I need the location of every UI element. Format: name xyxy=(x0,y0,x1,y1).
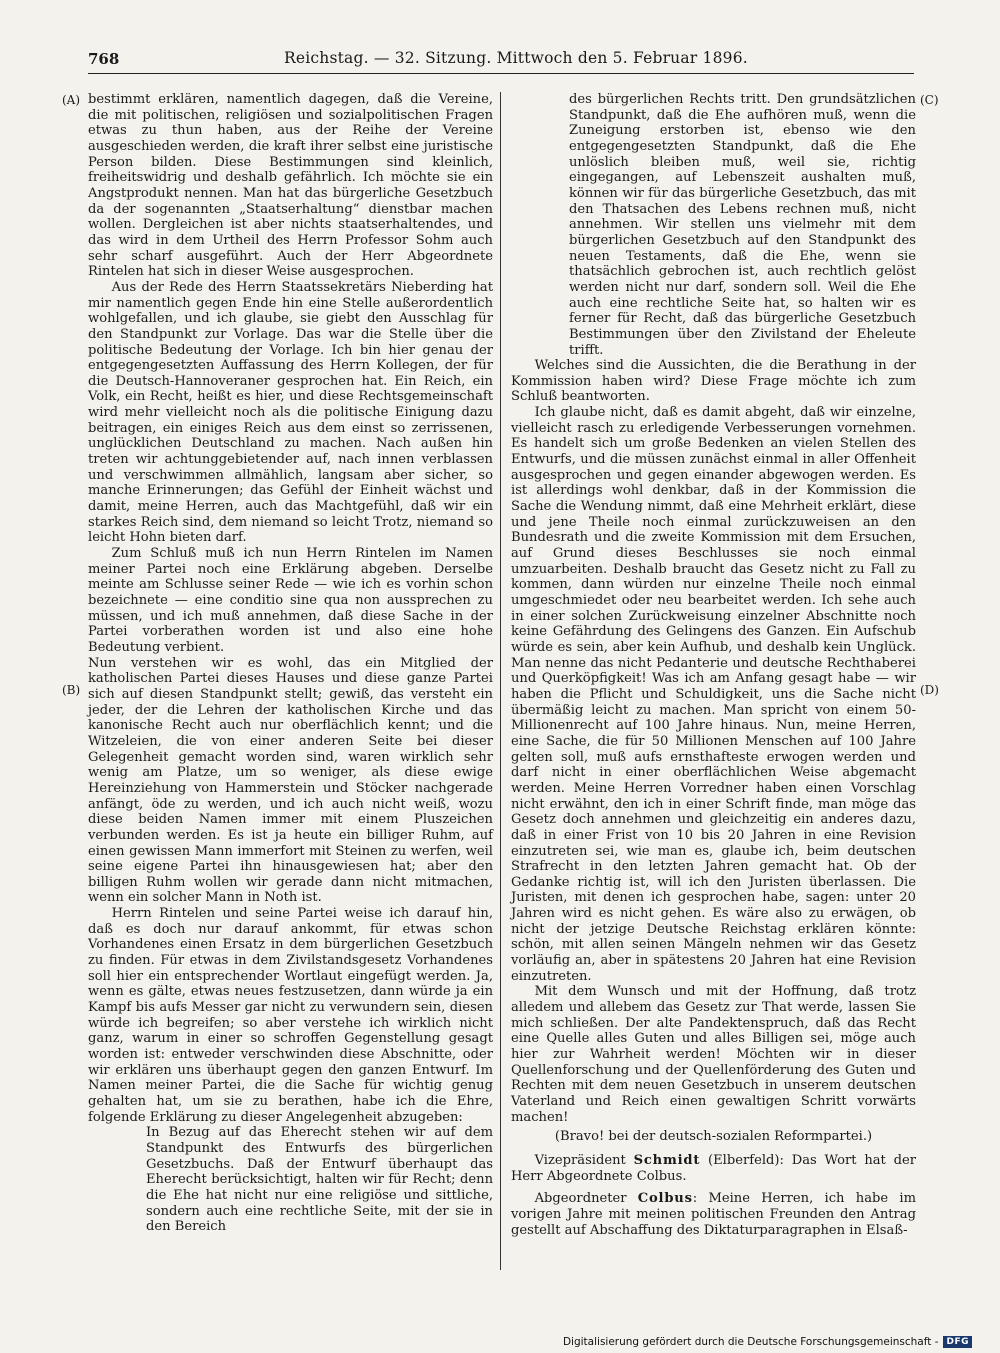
page-number: 768 xyxy=(88,50,120,68)
member-statement xyxy=(511,1191,916,1238)
margin-mark-d: (D) xyxy=(920,683,939,697)
right-paragraph-3: Mit dem Wunsch und mit der Hoffnung, daß trotz alledem und allebem das Gesetz zur That werde, lassen Sie mich schließen. Der alte Pandektenspruch, daß das Recht eine Quelle alles Guten und alles Billigen sei, möge auch hier zur Wahrheit werden! Möchten wir in dieser Quellenforschung und der Quellenförderung des Guten und Rechten mit dem neuen Gesetzbuch in unserem deutschen Vaterland und Reich einen gewaltigen Schritt vorwärts machen! xyxy=(511,984,916,1125)
margin-mark-c: (C) xyxy=(920,93,939,107)
left-paragraph-4: Nun verstehen wir es wohl, das ein Mitglied der katholischen Partei dieses Hauses und diese ganze Partei sich auf diesen Standpunkt stellt; gewiß, das versteht ein jeder, der die Lehren der katholischen Kirche und das kanonische Recht auch nur oberflächlich kennt; und die Witzeleien, die von einer anderen Seite bei dieser Gelegenheit gemacht worden sind, waren wirklich sehr wenig am Platze, um so weniger, als diese ewige Hereinziehung von Hammerstein und Stöcker nachgerade anfängt, öde zu werden, und ich auch nicht weiß, wozu diese beiden Namen immer mit einem Pluszeichen verbunden werden. Es ist ja heute ein billiger Ruhm, auf einen gewissen Mann immerfort mit Steinen zu werfen, weil seine eigene Partei ihn hinausgewiesen hat; aber den billigen Ruhm wollen wir gerade dann nicht mitmachen, wenn ein solcher Mann in Noth ist. xyxy=(88,655,493,906)
mp-name: Colbus xyxy=(637,1191,693,1207)
mp-prefix: Abgeordneter xyxy=(534,1191,638,1207)
vice-president-statement xyxy=(511,1153,916,1184)
right-quote-continued: des bürgerlichen Rechts tritt. Den grundsätzlichen Standpunkt, daß die Ehe aufhören muß, wenn die Zuneigung erstorben ist, ebenso wie den entgegengesetzten Standpunkt, daß die Ehe unlöslich bleiben muß, weil sie, richtig eingegangen, auf Lebenszeit aushalten muß, können wir für das bürgerliche Gesetzbuch, das mit den Thatsachen des Lebens rechnen muß, nicht annehmen. Wir stellen uns vielmehr mit dem bürgerlichen Gesetzbuch auf den Standpunkt des neuen Testaments, daß die Ehe, wenn sie thatsächlich gebrochen ist, auch rechtlich gelöst werden nicht nur darf, sondern soll. Weil die Ehe auch eine rechtliche Seite hat, so halten wir es ferner für Recht, daß das bürgerliche Gesetzbuch Bestimmungen über den Zivilstand der Eheleute trifft. xyxy=(569,92,916,358)
mp-text: : Meine Herren, ich habe im vorigen Jahre mit meinen politischen Freunden den Antrag gestellt auf Abschaffung des Diktaturparagraphen in Elsaß- xyxy=(511,1191,916,1238)
left-paragraph-3: Zum Schluß muß ich nun Herrn Rintelen im Namen meiner Partei noch eine Erklärung abgeben. Derselbe meinte am Schlusse seiner Rede — wie ich es vorhin schon bezeichnete — eine conditio sine qua non aussprechen zu müssen, und ich muß annehmen, daß diese Sache in der Partei vorberathen worden ist und also eine hohe Bedeutung verbient. xyxy=(88,546,493,655)
vp-name: Schmidt xyxy=(633,1152,701,1168)
vp-text: (Elberfeld): Das Wort hat der Herr Abgeordnete Colbus. xyxy=(511,1152,916,1184)
applause-note: (Bravo! bei der deutsch-sozialen Reformpartei.) xyxy=(554,1129,873,1145)
left-paragraph-2: Aus der Rede des Herrn Staatssekretärs Nieberding hat mir namentlich gegen Ende hin eine Stelle außerordentlich wohlgefallen, und ich glaube, sie giebt den Ausschlag für den Standpunkt zur Vorlage. Das war die Stelle über die politische Bedeutung der Vorlage. Ich bin hier genau der entgegengesetzten Auffassung des Herrn Kollegen, der für die Deutsch-Hannoveraner gesprochen hat. Ein Reich, ein Volk, ein Recht, heißt es hier, und diese Rechtsgemeinschaft wird mehr vielleicht noch als die politische Einigung dazu beitragen, ein einiges Reich aus dem einst so zerrissenen, unglücklichen Deutschland zu machen. Nach außen hin treten wir achtunggebietender auf, nach innen verblassen und verschwimmen allmählich, langsam aber sicher, so manche Erinnerungen; das Gefühl der Einheit wächst und damit, meine Herren, auch das Machtgefühl, daß wir ein starkes Reich sind, dem niemand so leicht Trotz, niemand so leicht Hohn bieten darf. xyxy=(88,279,493,546)
column-divider xyxy=(500,92,501,1270)
left-column xyxy=(88,92,493,1235)
left-paragraph-1: bestimmt erklären, namentlich dagegen, daß die Vereine, die mit politischen, religiösen und sozialpolitischen Fragen etwas zu thun haben, aus der Reihe der Vereine ausgeschieden werden, die kraft ihrer selbst eine juristische Person bilden. Diese Bestimmungen sind kleinlich, freiheitswidrig und deshalb gefährlich. Ich möchte sie ein Angstprodukt nennen. Man hat das bürgerliche Gesetzbuch da der sogenannten „Staatserhaltung“ dienstbar machen wollen. Dergleichen ist aber nichts staatserhaltendes, und das wird in dem Urtheil des Herrn Professor Sohm auch sehr scharf ausgeführt. Auch der Herr Abgeordnete Rintelen hat sich in dieser Weise ausgesprochen. xyxy=(88,92,493,280)
footer-text: Digitalisierung gefördert durch die Deutsche Forschungsgemeinschaft - xyxy=(562,1336,939,1348)
dfg-logo: DFG xyxy=(943,1336,972,1348)
running-head: Reichstag. — 32. Sitzung. Mittwoch den 5. Februar 1896. xyxy=(284,49,748,67)
vp-prefix: Vizepräsident xyxy=(534,1152,634,1168)
right-paragraph-1: Welches sind die Aussichten, die die Berathung in der Kommission haben wird? Diese Frage möchte ich zum Schluß beantworten. xyxy=(511,358,916,405)
left-paragraph-5: Herrn Rintelen und seine Partei weise ich darauf hin, daß es doch nur darauf ankommt, für etwas schon Vorhandenes einen Ersatz in dem bürgerlichen Gesetzbuch zu finden. Für etwas in dem Zivilstandsgesetz Vorhandenes soll hier ein entsprechender Wortlaut eingefügt werden. Ja, wenn es gälte, etwas neues festzusetzen, dann würde ja ein Kampf bis aufs Messer gar nicht zu verwundern sein, diesen würde ich begreifen; so aber verstehe ich wirklich nicht ganz, warum in einer so schroffen Gegenstellung gesagt worden ist: entweder verschwinden diese Abschnitte, oder wir erklären uns überhaupt gegen den ganzen Entwurf. Im Namen meiner Partei, die die Sache für wichtig genug gehalten hat, um sie zu berathen, habe ich die Ehre, folgende Erklärung zu dieser Angelegenheit abzugeben: xyxy=(88,906,493,1125)
margin-mark-a: (A) xyxy=(62,93,81,107)
page-header xyxy=(88,48,914,74)
footer xyxy=(563,1336,972,1348)
right-paragraph-2: Ich glaube nicht, daß es damit abgeht, daß wir einzelne, vielleicht rasch zu erledigende Verbesserungen vornehmen. Es handelt sich um große Bedenken an vielen Stellen des Entwurfs, und die müssen zunächst einmal in aller Offenheit ausgesprochen und gegen einander abgewogen werden. Es ist allerdings wohl denkbar, daß in der Kommission die Sache die Wendung nimmt, daß eine Mehrheit erklärt, diese und jene Theile noch einmal zurückzuweisen an den Bundesrath und die zweite Kommission mit dem Ersuchen, auf Grund dieses Beschlusses sie noch einmal umzuarbeiten. Deshalb braucht das Gesetz nicht zu Fall zu kommen, dann würden nur einzelne Theile noch einmal umgeschmiedet oder neu bearbeitet werden. Ich sehe auch in einer solchen Zurückweisung einzelner Abschnitte noch keine Gefährdung des Gelingens des Ganzen. Ein Aufschub würde es sein, aber kein Aufhub, und deshalb kein Unglück. Man nenne das nicht Pedanterie und deutsche Rechthaberei und Querköpfigkeit! Was ich am Anfang gesagt habe — wir haben die Pflicht und Schuldigkeit, uns die Sache nicht übermäßig leicht zu machen. Man spricht von einem 50-Millionenrecht auf 100 Jahre hinaus. Nun, meine Herren, eine Sache, die für 50 Millionen Menschen auf 100 Jahre gelten soll, muß aufs ernsthafteste erwogen werden und darf nicht in einer oberflächlichen Weise abgemacht werden. Meine Herren Vorredner haben einen Vorschlag nicht erwähnt, den ich in einer Schrift finde, man möge das Gesetz doch annehmen und gleichzeitig ein anderes dazu, daß in einer Frist von 10 bis 20 Jahren in eine Revision einzutreten sei, wie man es, glaube ich, beim deutschen Strafrecht in den letzten Jahren gemacht hat. Ob der Gedanke richtig ist, will ich den Juristen überlassen. Die Juristen, mit denen ich gesprochen habe, sagen: unter 20 Jahren wird es nicht gehen. Es wäre also zu erwägen, ob nicht der jetzige Deutsche Reichstag erklären könnte: schön, mit allen seinen Mängeln nehmen wir das Gesetz vorläufig an, aber in spätestens 20 Jahren hat eine Revision einzutreten. xyxy=(511,405,916,984)
right-column xyxy=(511,92,916,1238)
left-quote: In Bezug auf das Eherecht stehen wir auf dem Standpunkt des Entwurfs des bürgerlichen Gesetzbuchs. Daß der Entwurf überhaupt das Eherecht berücksichtigt, halten wir für Recht; denn die Ehe hat nicht nur eine religiöse und sittliche, sondern auch eine rechtliche Seite, mit der sie in den Bereich xyxy=(146,1125,493,1235)
margin-mark-b: (B) xyxy=(62,683,81,697)
